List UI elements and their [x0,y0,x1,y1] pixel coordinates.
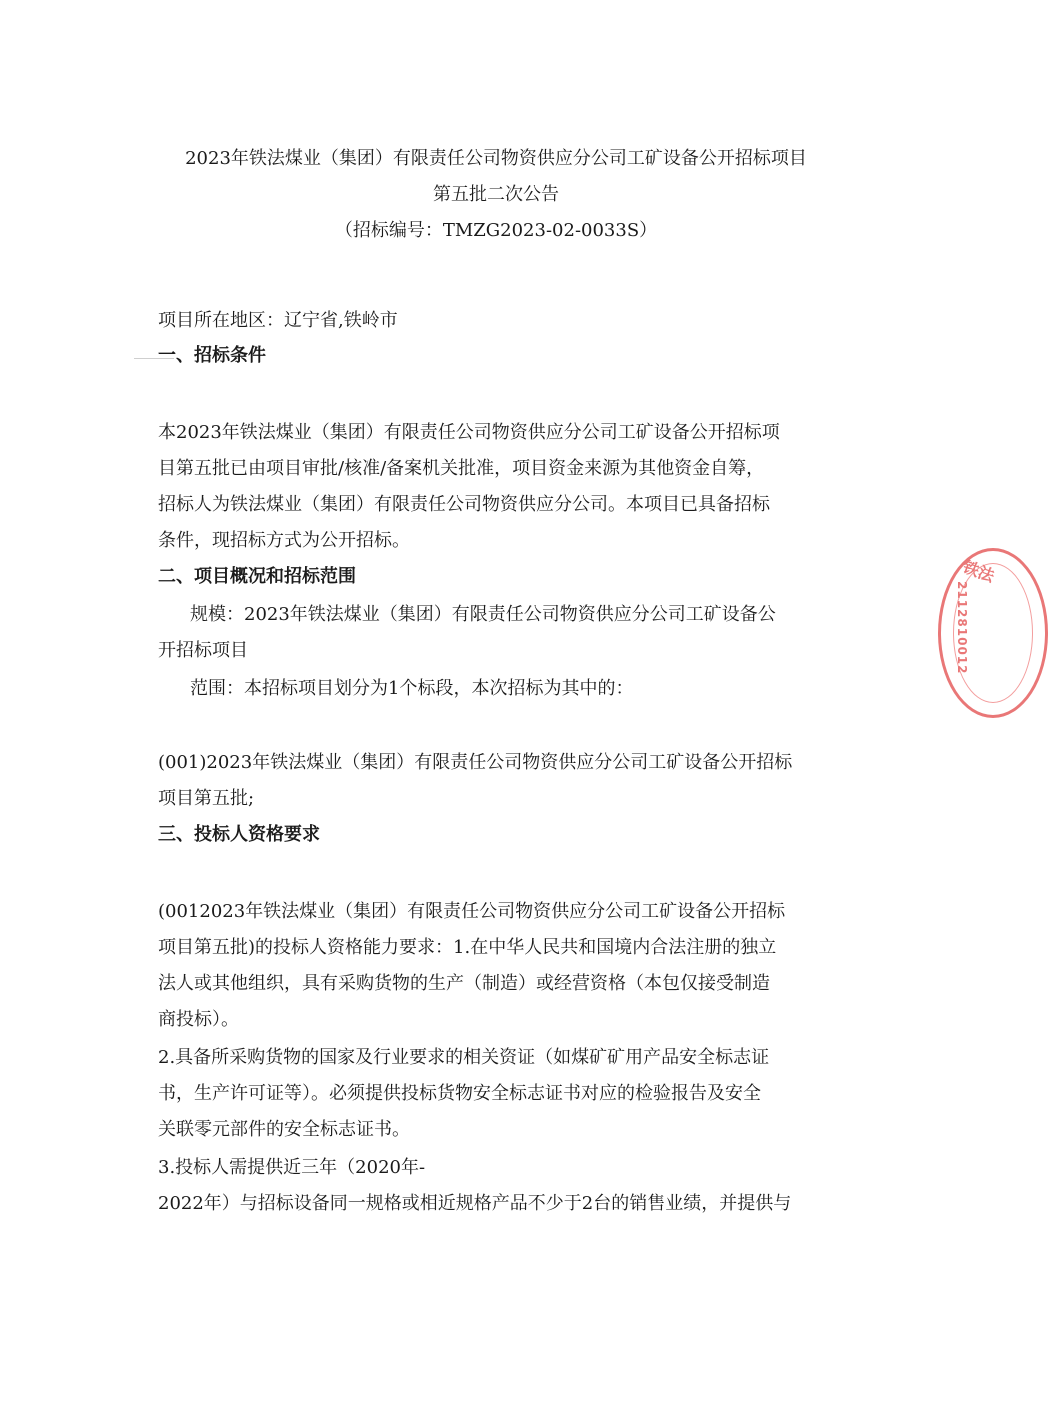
paragraph-line: 法人或其他组织，具有采购货物的生产（制造）或经营资格（本包仅接受制造 [158,973,770,994]
project-location: 项目所在地区：辽宁省,铁岭市 [158,310,398,331]
paragraph-line: 项目第五批)的投标人资格能力要求：1.在中华人民共和国境内合法注册的独立 [158,937,777,958]
bid-number: （招标编号：TMZG2023-02-0033S） [334,220,658,241]
paragraph-line: 关联零元部件的安全标志证书。 [158,1119,410,1140]
section-heading-bid-conditions: 一、招标条件 [158,345,266,366]
document-title-line2: 第五批二次公告 [433,184,559,205]
section-heading-project-overview: 二、项目概况和招标范围 [158,566,356,587]
paragraph-line: 规模：2023年铁法煤业（集团）有限责任公司物资供应分公司工矿设备公 [190,604,776,625]
paragraph-line: 书，生产许可证等）。必须提供投标货物安全标志证书对应的检验报告及安全 [158,1083,761,1104]
section-heading-qualifications: 三、投标人资格要求 [158,824,320,845]
paragraph-line: 目第五批已由项目审批/核准/备案机关批准，项目资金来源为其他资金自筹， [158,458,765,479]
paragraph-line: (0012023年铁法煤业（集团）有限责任公司物资供应分公司工矿设备公开招标 [158,901,786,922]
paragraph-line: 招标人为铁法煤业（集团）有限责任公司物资供应分公司。本项目已具备招标 [158,494,770,515]
seal-code: 2112810012 [955,581,969,675]
paragraph-line: 范围：本招标项目划分为1个标段，本次招标为其中的： [190,678,634,699]
paragraph-line: 条件，现招标方式为公开招标。 [158,530,410,551]
paragraph-line: 项目第五批; [158,788,255,809]
paragraph-line: (001)2023年铁法煤业（集团）有限责任公司物资供应分公司工矿设备公开招标 [158,752,793,773]
document-title-line1: 2023年铁法煤业（集团）有限责任公司物资供应分公司工矿设备公开招标项目 [185,148,807,169]
paragraph-line: 开招标项目 [158,640,248,661]
official-seal-stamp [938,548,1048,718]
seal-text: 铁法 [960,557,997,586]
paragraph-line: 商投标）。 [158,1009,239,1030]
paragraph-line: 2022年）与招标设备同一规格或相近规格产品不少于2台的销售业绩，并提供与 [158,1193,792,1214]
paragraph-line: 2.具备所采购货物的国家及行业要求的相关资证（如煤矿矿用产品安全标志证 [158,1047,770,1068]
paragraph-line: 3.投标人需提供近三年（2020年- [158,1157,426,1178]
paragraph-line: 本2023年铁法煤业（集团）有限责任公司物资供应分公司工矿设备公开招标项 [158,422,780,443]
